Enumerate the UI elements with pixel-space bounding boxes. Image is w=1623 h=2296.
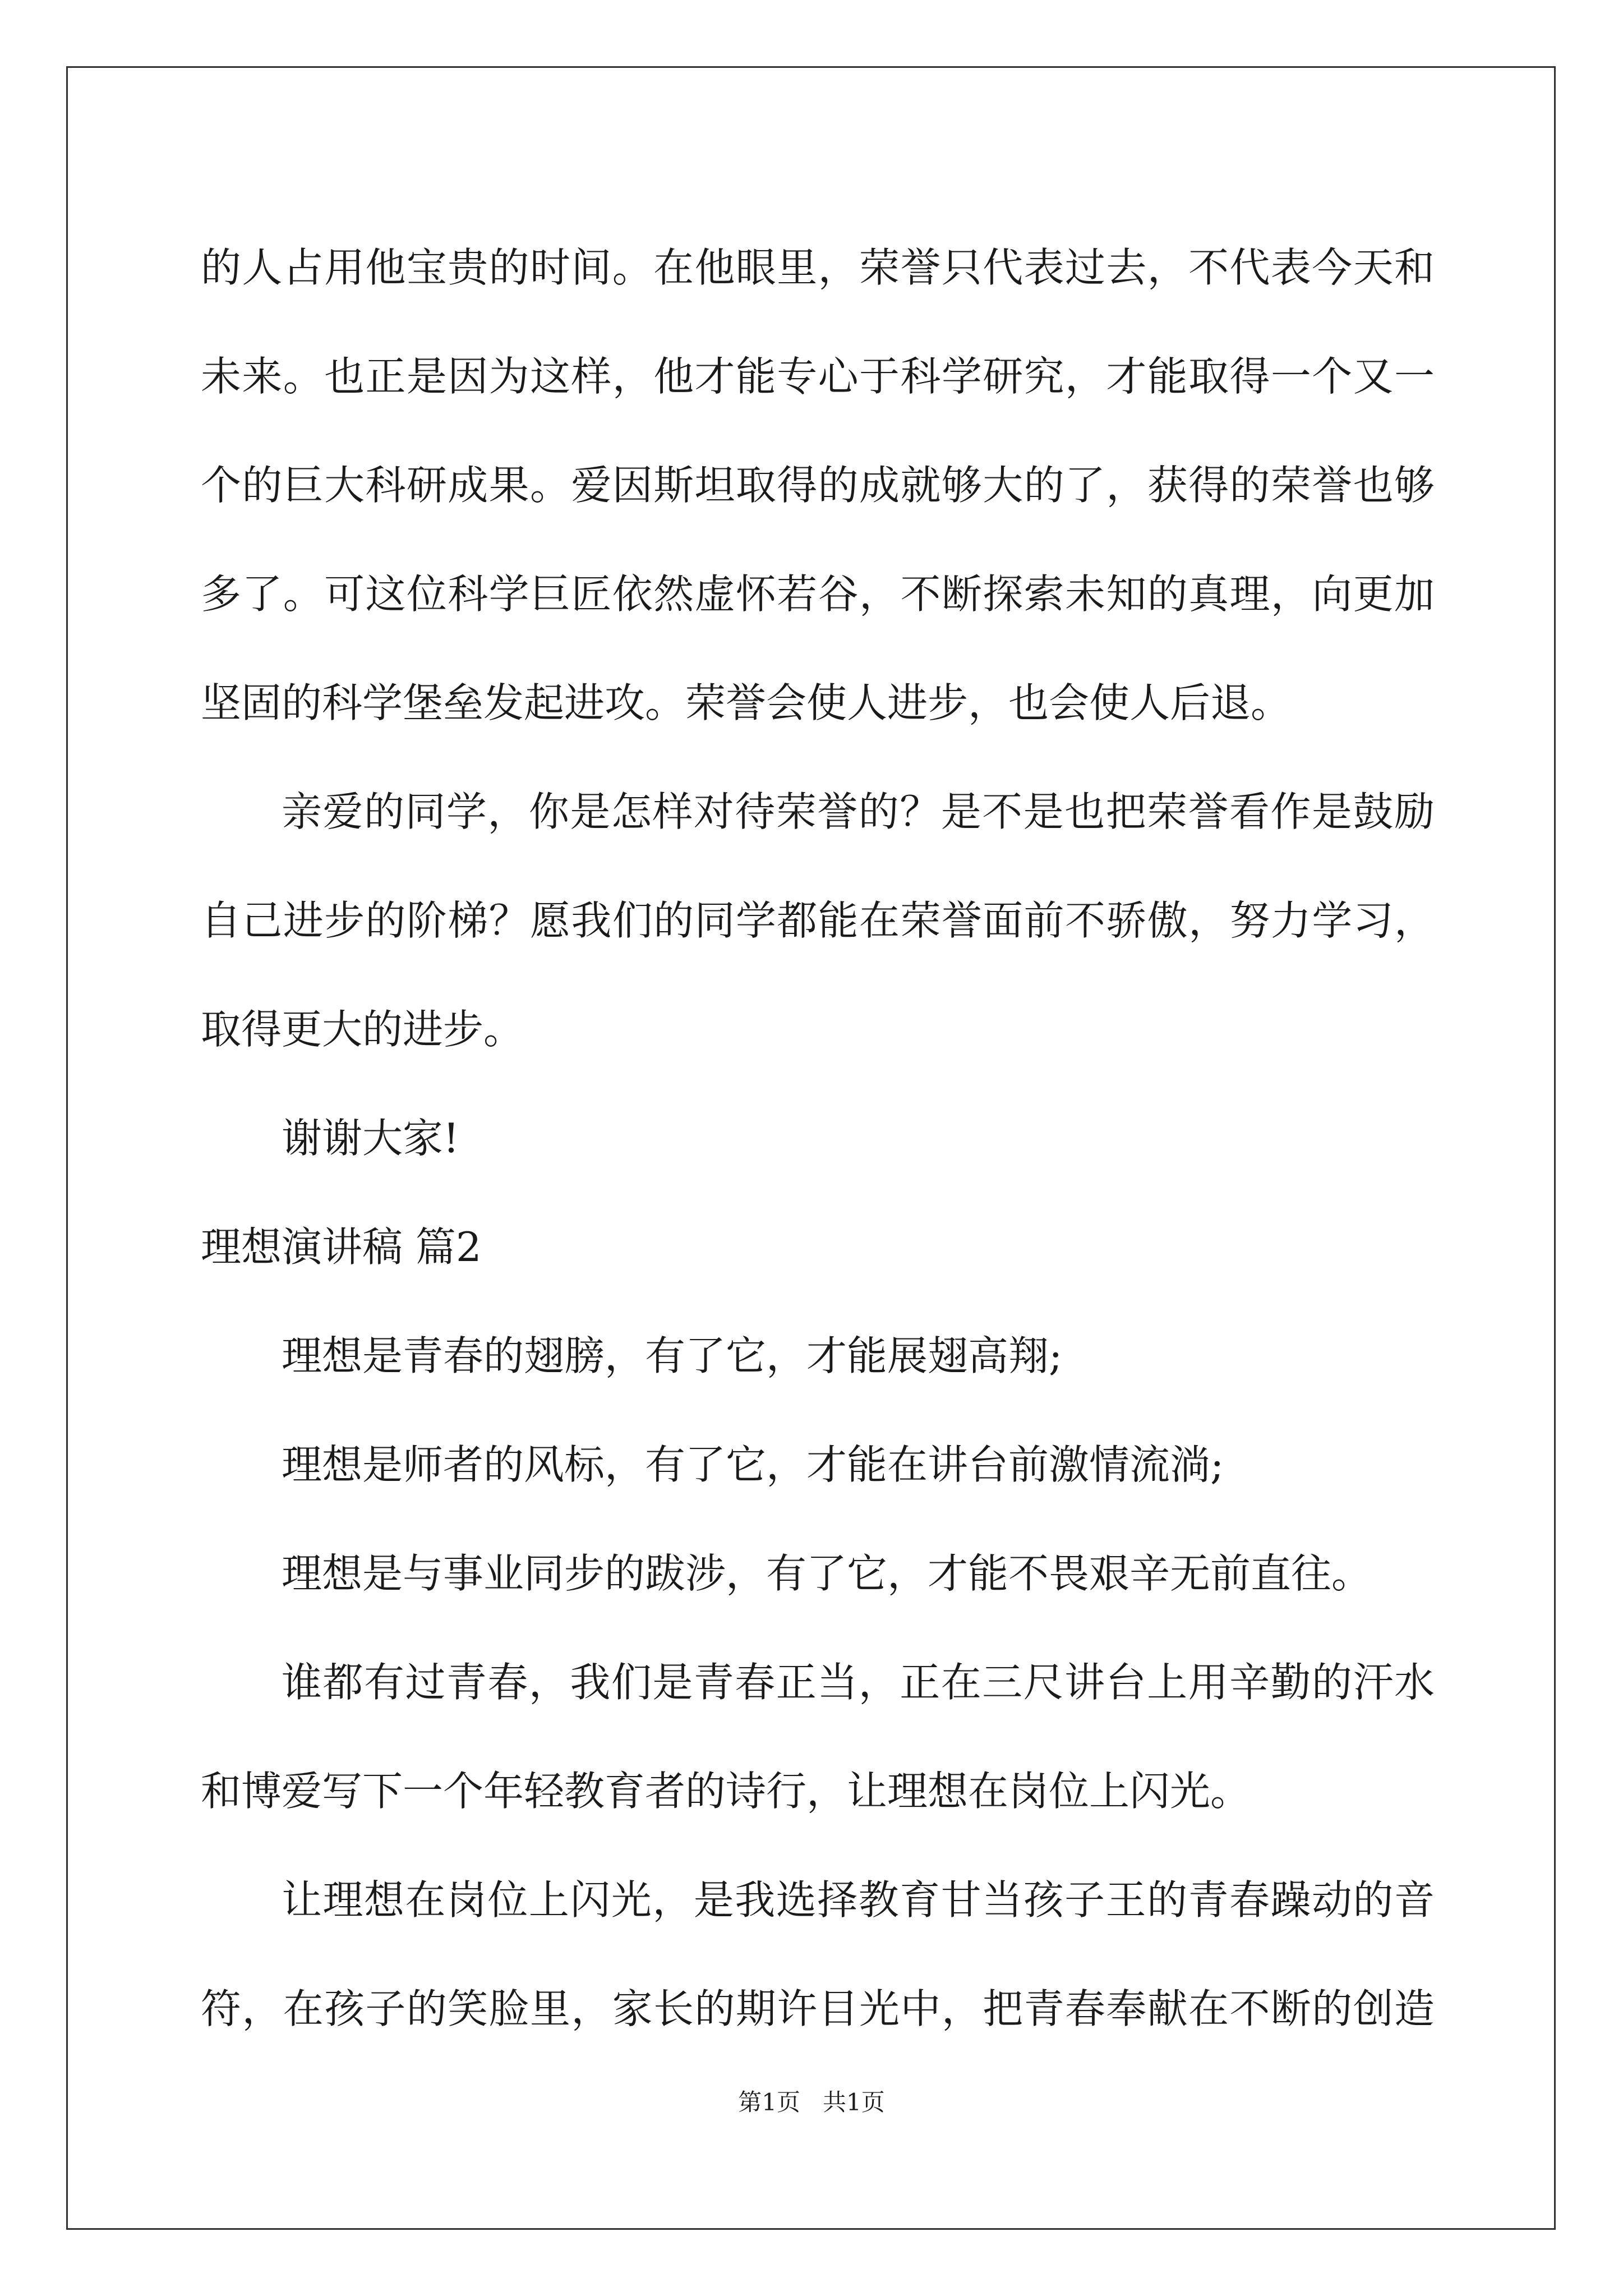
paragraph-line: 和博爱写下一个年轻教育者的诗行，让理想在岗位上闪光。	[201, 1768, 1251, 1815]
paragraph-line: 让理想在岗位上闪光，是我选择教育甘当孩子王的青春躁动的音	[282, 1876, 1435, 1924]
paragraph-line: 坚固的科学堡垒发起进攻。荣誉会使人进步，也会使人后退。	[201, 679, 1292, 726]
section-heading: 理想演讲稿 篇2	[201, 1223, 482, 1271]
paragraph-line: 多了。可这位科学巨匠依然虚怀若谷，不断探索未知的真理，向更加	[201, 570, 1435, 618]
paragraph-line: 取得更大的进步。	[201, 1006, 524, 1053]
paragraph-line: 自己进步的阶梯？愿我们的同学都能在荣誉面前不骄傲，努力学习，	[201, 897, 1435, 944]
paragraph-line: 亲爱的同学，你是怎样对待荣誉的？是不是也把荣誉看作是鼓励	[282, 788, 1435, 835]
document-body	[201, 213, 1435, 2063]
paragraph-line: 谁都有过青春，我们是青春正当，正在三尺讲台上用辛勤的汗水	[282, 1659, 1435, 1706]
paragraph-line: 的人占用他宝贵的时间。在他眼里，荣誉只代表过去，不代表今天和	[201, 244, 1435, 291]
paragraph-line: 未来。也正是因为这样，他才能专心于科学研究，才能取得一个又一	[201, 353, 1435, 400]
paragraph-line: 理想是青春的翅膀，有了它，才能展翅高翔;	[282, 1332, 1063, 1379]
paragraph-line: 理想是与事业同步的跋涉，有了它，才能不畏艰辛无前直往。	[282, 1550, 1372, 1597]
paragraph-line: 符，在孩子的笑脸里，家长的期许目光中，把青春奉献在不断的创造	[201, 1985, 1435, 2032]
page-number: 第1页	[738, 2088, 800, 2116]
paragraph-line: 个的巨大科研成果。爱因斯坦取得的成就够大的了，获得的荣誉也够	[201, 462, 1435, 509]
paragraph-line: 谢谢大家!	[282, 1115, 459, 1162]
page-footer	[0, 2086, 1623, 2119]
page-total: 共1页	[823, 2088, 885, 2116]
paragraph-line: 理想是师者的风标，有了它，才能在讲台前激情流淌;	[282, 1441, 1224, 1488]
